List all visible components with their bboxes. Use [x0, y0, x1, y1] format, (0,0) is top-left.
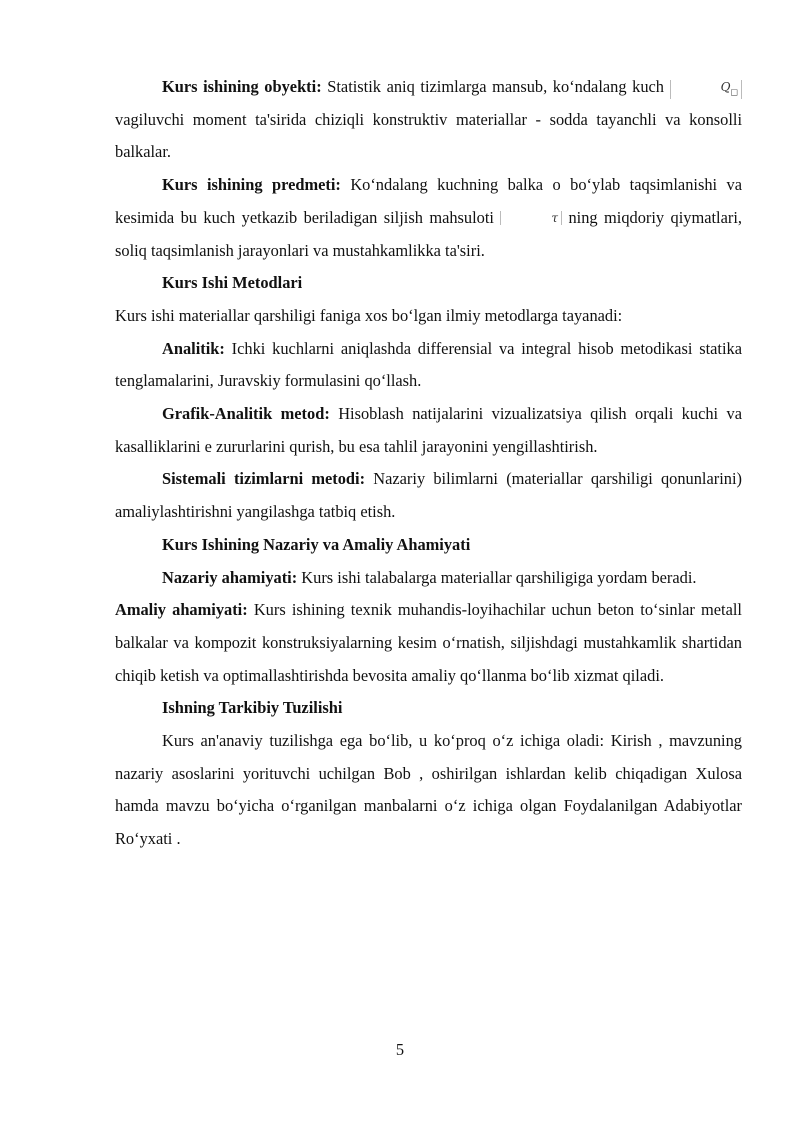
object-text-after: vagiluvchi moment ta'sirida chiziqli konstruktiv materiallar - sodda tayanchli va konsolli balkalar.	[115, 109, 742, 162]
shear-stress-symbol: τ	[500, 211, 562, 225]
heading-structure: Ishning Tarkibiy Tuzilishi	[162, 698, 343, 718]
subject-text-after: ning miqdoriy qiymatlari, soliq taqsimlanish jarayonlari va mustahkamlikka ta'siri.	[115, 207, 742, 260]
page-number: 5	[395, 1040, 405, 1059]
label-subject: Kurs ishining predmeti:	[162, 175, 341, 195]
heading-significance: Kurs Ishining Nazariy va Amaliy Ahamiyati	[162, 534, 471, 554]
analytic-text: Ichki kuchlarni aniqlashda differensial va integral hisob metodikasi statika tenglamalarini, Juravskiy formulasini qo‘llash.	[115, 338, 742, 391]
label-practical: Amaliy ahamiyati:	[115, 600, 248, 620]
paragraph-practical	[115, 594, 742, 692]
label-systematic: Sistemali tizimlarni metodi:	[162, 469, 366, 489]
systematic-text: Nazariy bilimlarni (materiallar qarshiligi qonunlarini) amaliylashtirishni yangilashga tatbiq etish.	[115, 469, 742, 522]
subject-text-before: Ko‘ndalang kuchning balka o bo‘ylab taqsimlanishi va kesimida bu kuch yetkazib beriladigan siljish mahsuloti	[115, 175, 742, 227]
label-object: Kurs ishining obyekti:	[162, 77, 322, 96]
label-theoretical: Nazariy ahamiyati:	[162, 567, 298, 587]
shear-force-symbol: $Q_□$	[670, 80, 742, 99]
label-graphic-analytic: Grafik-Analitik metod:	[162, 404, 330, 424]
paragraph-object	[115, 71, 742, 169]
paragraph-theoretical	[115, 562, 742, 595]
object-text-before: Statistik aniq tizimlarga mansub, ko‘ndalang kuch	[321, 77, 670, 96]
paragraph-subject	[115, 169, 742, 267]
heading-methods: Kurs Ishi Metodlari	[162, 273, 303, 293]
paragraph-systematic	[115, 463, 742, 528]
label-analytic: Analitik:	[162, 338, 225, 358]
paragraph-graphic-analytic	[115, 398, 742, 463]
theoretical-text: Kurs ishi talabalarga materiallar qarshiligiga yordam beradi.	[297, 567, 697, 587]
practical-text: Kurs ishining texnik muhandis-loyihachilar uchun beton to‘sinlar metall balkalar va kompozit konstruksiyalarning kesim o‘rnatish, siljishdagi mustahkamlik shartidan chiqib ketish va optimallashtirishda bevosita amaliy qo‘llanma bo‘lib xizmat qiladi.	[115, 600, 742, 685]
graphic-analytic-text: Hisoblash natijalarini vizualizatsiya qilish orqali kuchi va kasalliklarini e zururlarini qurish, bu esa tahlil jarayonini yengillashtirish.	[115, 404, 742, 456]
paragraph-analytic	[115, 333, 742, 398]
document-body	[115, 71, 742, 856]
paragraph-structure: Kurs an'anaviy tuzilishga ega bo‘lib, u ko‘proq o‘z ichiga oladi: Kirish , mavzuning nazariy asoslarini yorituvchi uchilgan Bob , oshirilgan ishlardan kelib chiqadigan Xulosa hamda mavzu bo‘yicha o‘rganilgan manbalarni o‘z ichiga olgan Foydalanilgan Adabiyotlar Ro‘yxati .	[115, 731, 742, 849]
paragraph-methods-intro: Kurs ishi materiallar qarshiligi faniga xos bo‘lgan ilmiy metodlarga tayanadi:	[115, 305, 623, 325]
